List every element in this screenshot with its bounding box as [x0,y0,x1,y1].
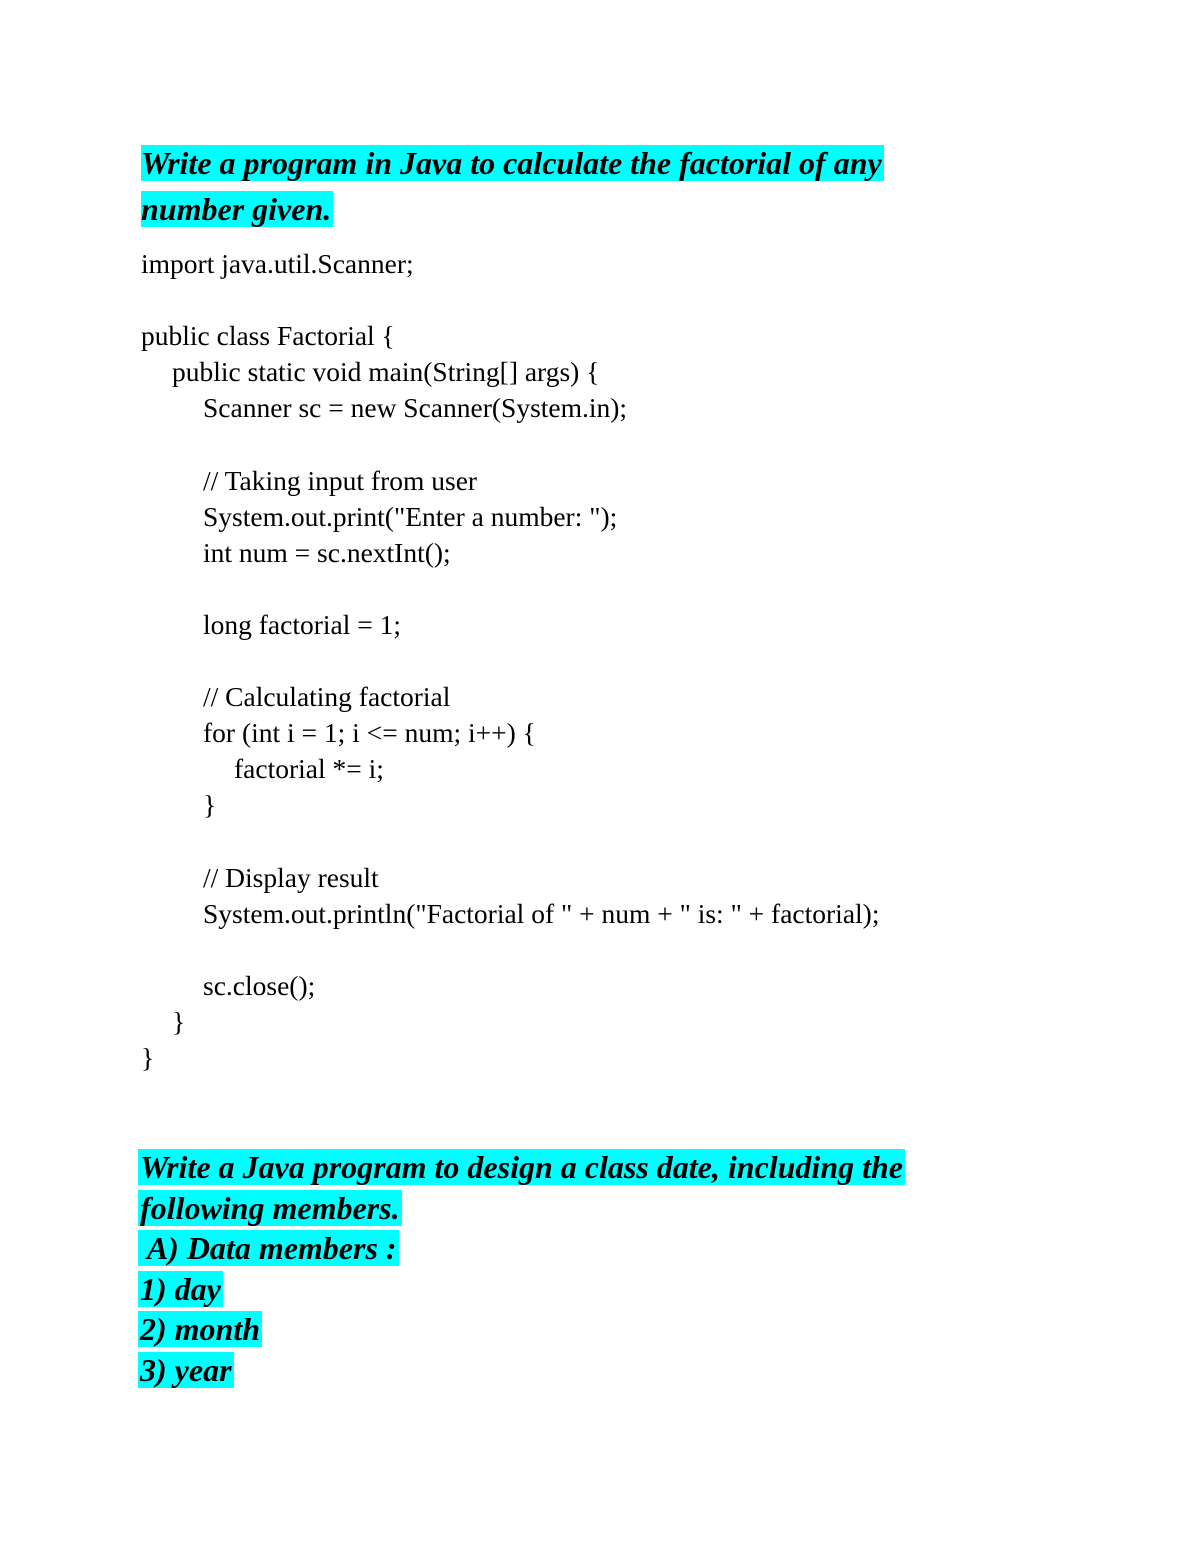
code-line: } [141,1042,155,1074]
code-line [141,932,879,968]
question-1-line-2: number given. [141,191,332,227]
highlighted-text: Write a Java program to design a class date, including the [140,1149,903,1185]
code-line: for (int i = 1; i <= num; i++) { [203,717,536,749]
highlighted-text: 2) month [140,1311,261,1347]
highlighted-text: 1) day [140,1270,221,1307]
code-line: public class Factorial { [141,320,395,352]
question-2-line [138,1228,905,1269]
code-line: import java.util.Scanner; [141,248,414,279]
question-1-heading [141,140,884,232]
code-line: sc.close(); [203,969,316,1001]
highlighted-text: A) Data members : [140,1230,397,1266]
code-line: factorial *= i; [234,753,384,785]
question-1-line-1: Write a program in Java to calculate the factorial of any [141,145,882,181]
code-line: System.out.println("Factorial of " + num + " is: " + factorial); [203,897,880,929]
code-line [141,282,879,318]
highlighted-text: following members. [140,1189,400,1226]
code-line: // Calculating factorial [203,681,451,713]
code-line: System.out.print("Enter a number: "); [203,500,618,532]
question-2-line [138,1269,905,1310]
code-line [141,426,879,462]
highlighted-text: 3) year [140,1351,232,1388]
code-line: // Display result [203,861,379,893]
question-2-line [138,1147,905,1188]
code-line: public static void main(String[] args) { [172,356,600,388]
code-line: Scanner sc = new Scanner(System.in); [203,392,628,424]
code-line: } [203,789,217,821]
code-line: long factorial = 1; [203,608,402,640]
question-2-heading [138,1147,905,1390]
question-2-line [138,1188,905,1229]
code-line [141,571,879,607]
question-2-line [138,1350,905,1391]
code-line [141,643,879,679]
question-2-line [138,1309,905,1350]
code-line: // Taking input from user [203,464,478,496]
code-line: int num = sc.nextInt(); [203,536,451,568]
java-code-block [141,246,879,1076]
code-line: } [172,1005,186,1037]
code-line [141,824,879,860]
